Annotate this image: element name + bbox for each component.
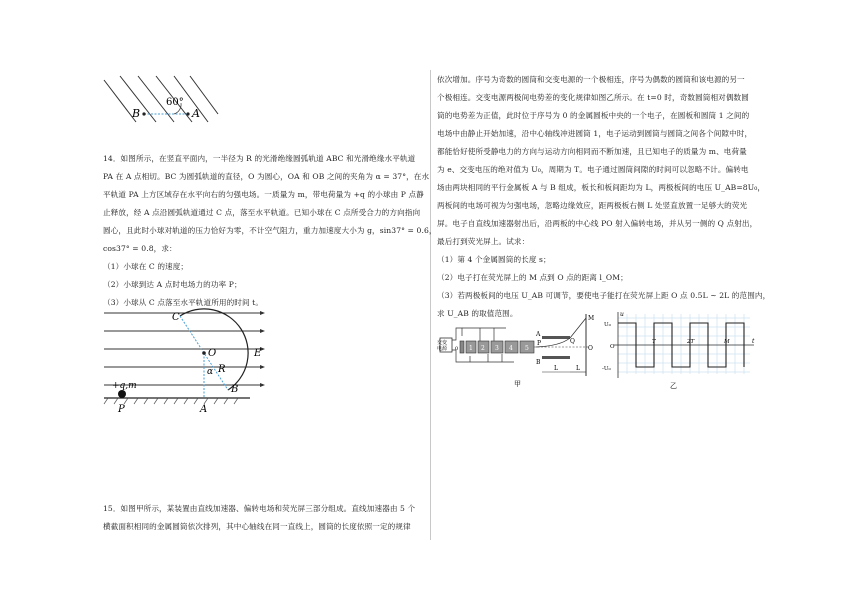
axis-t-label: t — [752, 338, 755, 345]
q15-line-2: 横截面积相同的金属圆筒依次排列，其中心轴线在同一直线上，圆筒的长度依照一定的规律 — [103, 522, 411, 531]
right-sub-3: （3）若两极板间的电压 U_AB 可调节，要使电子能打在荧光屏上距 O 点 0.5L ~ 2L 的范围内， — [437, 291, 771, 300]
plate-b-label: B — [536, 359, 541, 366]
point-a-label: A — [192, 107, 200, 120]
right-line-1: 依次增加。序号为奇数的圆筒和交变电源的一个极相连，序号为偶数的圆筒和该电源的另一 — [437, 75, 745, 84]
axis-u-label: u — [620, 311, 624, 318]
accelerator-figure — [436, 312, 596, 390]
point-c-label: C — [172, 312, 180, 323]
charge-label: +q,m — [112, 381, 137, 391]
right-line-5: 都能恰好使所受静电力的方向与运动方向相同而不断加速，且已知电子的质量为 m、电荷量 — [437, 147, 747, 156]
q14-line-3: 平轨道 PA 上方区域存在水平向右的匀强电场。一质量为 m，带电荷量为 +q 的小球由 P 点静 — [103, 190, 424, 199]
right-line-4: 电场中由静止开始加速，沿中心轴线冲进圆筒 1，电子运动到圆筒与圆筒之间各个间隙中时， — [437, 129, 753, 138]
right-line-9: 屏。电子自直线加速器射出后，沿两板的中心线 PO 射入偏转电场，并从另一侧的 Q 点射出， — [437, 219, 758, 228]
right-line-2: 个极相连。交变电源两极间电势差的变化规律如图乙所示。在 t=0 时，奇数圆筒相对偶数圆 — [437, 93, 749, 102]
point-m-label: M — [588, 315, 595, 322]
tube-4: 4 — [509, 345, 513, 352]
figure-jia-caption: 甲 — [514, 380, 521, 388]
origin-label: O — [610, 344, 615, 350]
angle-label: 60° — [166, 97, 184, 108]
point-b2-label: B — [231, 384, 239, 395]
tick-m-label: M — [724, 339, 730, 345]
tube-3: 3 — [495, 345, 499, 352]
neg-u0-label: -U₀ — [602, 366, 611, 372]
square-wave-figure — [600, 310, 760, 390]
point-q-label: Q — [570, 338, 575, 345]
right-line-10: 最后打到荧光屏上。试求： — [437, 237, 530, 246]
right-sub-4: 求 U_AB 的取值范围。 — [437, 309, 518, 318]
q14-track-figure — [100, 308, 280, 414]
q14-sub-2: （2）小球到达 A 点时电场力的功率 P； — [103, 280, 242, 289]
right-line-3: 筒的电势差为正值，此时位于序号为 0 的金属圆板中央的一个电子，在圆板和圆筒 1 之间的 — [437, 111, 750, 120]
q14-line-1: 14．如图所示，在竖直平面内，一半径为 R 的光滑绝缘圆弧轨道 ABC 和光滑绝缘水平轨道 — [103, 154, 416, 163]
u0-label: U₀ — [604, 322, 611, 328]
q14-line-2: PA 在 A 点相切。BC 为圆弧轨道的直径，O 为圆心，OA 和 OB 之间的夹角为 α = 37°，在水 — [103, 172, 430, 181]
length-l1-label: L — [554, 365, 558, 372]
point-o-label: O — [208, 348, 217, 359]
q15-line-1: 15．如图甲所示，某装置由直线加速器、偏转电场和荧光屏三部分组成。直线加速器由 5 个 — [103, 504, 416, 513]
q14-sub-1: （1）小球在 C 的速度； — [103, 262, 189, 271]
point-b-label: B — [132, 107, 141, 120]
plate-a-label: A — [536, 331, 541, 338]
source-label-1: 交变 — [437, 340, 448, 346]
q14-line-5: 圆心，且此时小球对轨道的压力恰好为零，不计空气阻力，重力加速度大小为 g，sin37° = 0.6， — [103, 226, 437, 235]
tick-t-label: T — [652, 339, 656, 345]
tube-0: 0 — [455, 346, 459, 352]
point-p-label: P — [118, 404, 125, 414]
parallel-lines-figure — [100, 72, 220, 124]
point-o2-label: O — [588, 345, 593, 352]
tube-5: 5 — [525, 345, 529, 352]
right-line-6: 为 e、交变电压的绝对值为 U₀，周期为 T。电子通过圆筒间隙的时间可以忽略不计。偏转电 — [437, 165, 749, 174]
right-line-7: 场由两块相同的平行金属板 A 与 B 组成，板长和板间距均为 L，两极板间的电压 U_AB=8U₀， — [437, 183, 766, 192]
q14-line-6: cos37° = 0.8，求： — [103, 244, 177, 253]
field-e-label: E — [254, 348, 262, 359]
length-l2-label: L — [576, 365, 580, 372]
right-sub-2: （2）电子打在荧光屏上的 M 点到 O 点的距离 l_OM； — [437, 273, 628, 282]
point-p2-label: P — [537, 340, 542, 347]
q14-sub-3: （3）小球从 C 点落至水平轨道所用的时间 t。 — [103, 298, 264, 307]
radius-r-label: R — [218, 364, 226, 375]
right-sub-1: （1）第 4 个金属圆筒的长度 s； — [437, 255, 551, 264]
tube-2: 2 — [481, 345, 485, 352]
source-label-2: 电源 — [437, 346, 448, 352]
alpha-label: α — [207, 367, 214, 377]
figure-yi-caption: 乙 — [670, 382, 677, 390]
right-line-8: 两板间的电场可视为匀强电场，忽略边缘效应，距两极板右侧 L 处竖直放置一足够大的荧光 — [437, 201, 748, 210]
column-divider — [430, 70, 431, 540]
q14-line-4: 止释放，经 A 点沿圆弧轨道通过 C 点，落至水平轨道。已知小球在 C 点所受合力的方向指向 — [103, 208, 421, 217]
tube-1: 1 — [469, 345, 473, 352]
tick-2t-label: 2T — [687, 339, 695, 345]
point-a2-label: A — [200, 404, 208, 414]
